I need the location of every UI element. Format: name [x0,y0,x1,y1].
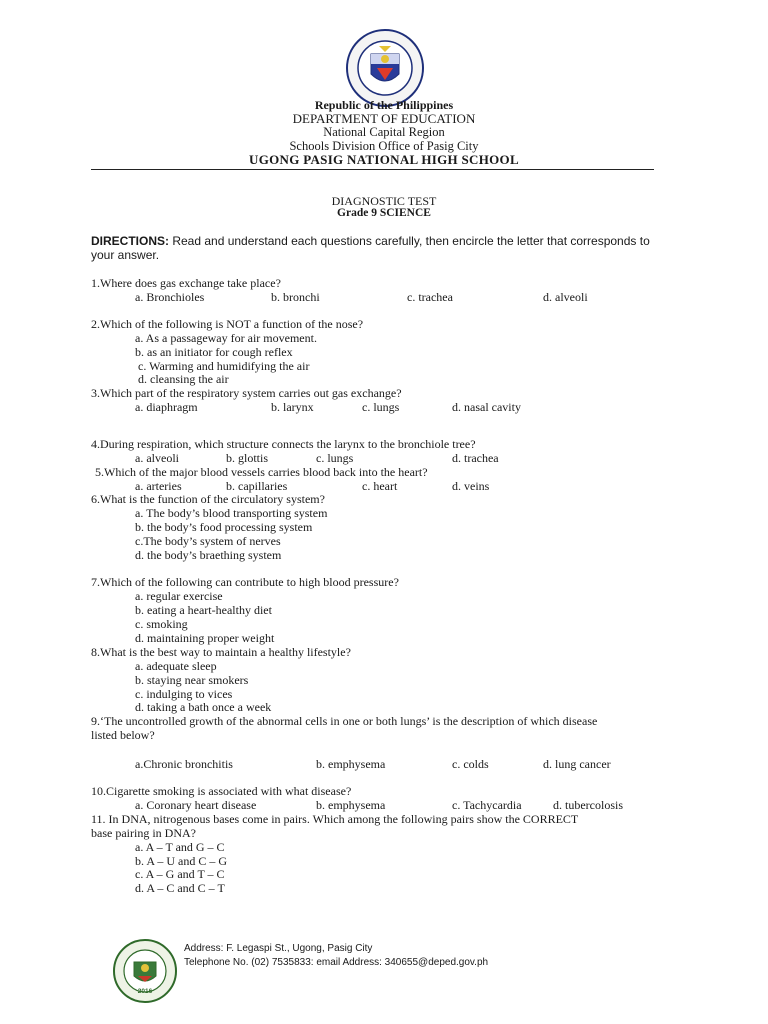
choice-3c[interactable]: c. lungs [362,400,400,414]
footer-address: Address: F. Legaspi St., Ugong, Pasig City [184,943,373,954]
choice-6c[interactable]: c.The body’s system of nerves [135,534,281,548]
header-republic: Republic of the Philippines [314,98,454,112]
question-11-line2: base pairing in DNA? [91,826,196,840]
choice-5b[interactable]: b. capillaries [226,479,288,493]
question-6: 6.What is the function of the circulatory system? [91,492,325,506]
question-9-line2: listed below? [91,728,155,742]
header-division: Schools Division Office of Pasig City [289,139,479,153]
choice-1a[interactable]: a. Bronchioles [135,290,205,304]
choice-2a[interactable]: a. As a passageway for air movement. [135,331,317,345]
choice-3b[interactable]: b. larynx [271,400,314,414]
choice-1b[interactable]: b. bronchi [271,290,320,304]
choice-5a[interactable]: a. arteries [135,479,182,493]
header-school-name: UGONG PASIG NATIONAL HIGH SCHOOL [249,152,519,167]
choice-3d[interactable]: d. nasal cavity [452,400,521,414]
header-divider [91,169,654,170]
school-seal-logo [112,938,178,1004]
choice-6a[interactable]: a. The body’s blood transporting system [135,506,328,520]
question-1: 1.Where does gas exchange take place? [91,276,281,290]
question-3: 3.Which part of the respiratory system carries out gas exchange? [91,386,402,400]
footer-contact: Telephone No. (02) 7535833: email Address: 340655@deped.gov.ph [184,957,489,968]
test-subtitle: Grade 9 SCIENCE [337,207,431,219]
choice-10a[interactable]: a. Coronary heart disease [135,798,257,812]
header-region: National Capital Region [323,125,445,139]
question-10: 10.Cigarette smoking is associated with what disease? [91,784,352,798]
directions-text-line2: your answer. [91,248,160,262]
choice-7c[interactable]: c. smoking [135,617,188,631]
school-seal-year: 2016 [137,988,153,995]
choice-10b[interactable]: b. emphysema [316,798,386,812]
question-2: 2.Which of the following is NOT a function of the nose? [91,317,364,331]
choice-7b[interactable]: b. eating a heart-healthy diet [135,603,272,617]
choice-8d[interactable]: d. taking a bath once a week [135,700,272,714]
question-11: 11. In DNA, nitrogenous bases come in pairs. Which among the following pairs show the CORRECT [91,812,579,826]
choice-11a[interactable]: a. A – T and G – C [135,840,225,854]
choice-3a[interactable]: a. diaphragm [135,400,198,414]
choice-7d[interactable]: d. maintaining proper weight [135,631,275,645]
choice-5d[interactable]: d. veins [452,479,490,493]
choice-9a[interactable]: a.Chronic bronchitis [135,757,233,771]
choice-2c[interactable]: c. Warming and humidifying the air [138,359,310,373]
choice-1d[interactable]: d. alveoli [543,290,588,304]
choice-11d[interactable]: d. A – C and C – T [135,881,225,895]
test-title: DIAGNOSTIC TEST [331,194,437,208]
choice-4d[interactable]: d. trachea [452,451,499,465]
choice-9c[interactable]: c. colds [452,757,489,771]
choice-6d[interactable]: d. the body’s braething system [135,548,282,562]
directions-text-line1: Read and understand each questions carefully, then encircle the letter that corresponds to [169,234,650,248]
deped-seal-logo [345,28,425,108]
choice-9d[interactable]: d. lung cancer [543,757,611,771]
header-department: DEPARTMENT OF EDUCATION [292,111,476,126]
question-9: 9.‘The uncontrolled growth of the abnormal cells in one or both lungs’ is the description of which disease [91,714,598,728]
choice-11b[interactable]: b. A – U and C – G [135,854,228,868]
choice-10d[interactable]: d. tubercolosis [553,798,623,812]
question-8: 8.What is the best way to maintain a healthy lifestyle? [91,645,351,659]
choice-11c[interactable]: c. A – G and T – C [135,867,225,881]
choice-2b[interactable]: b. as an initiator for cough reflex [135,345,293,359]
choice-2d[interactable]: d. cleansing the air [138,372,229,386]
choice-10c[interactable]: c. Tachycardia [452,798,522,812]
choice-8b[interactable]: b. staying near smokers [135,673,249,687]
choice-6b[interactable]: b. the body’s food processing system [135,520,313,534]
choice-4a[interactable]: a. alveoli [135,451,179,465]
choice-8a[interactable]: a. adequate sleep [135,659,217,673]
choice-5c[interactable]: c. heart [362,479,398,493]
directions [91,234,650,248]
choice-4b[interactable]: b. glottis [226,451,269,465]
choice-4c[interactable]: c. lungs [316,451,354,465]
question-5: 5.Which of the major blood vessels carries blood back into the heart? [95,465,428,479]
choice-1c[interactable]: c. trachea [407,290,453,304]
choice-8c[interactable]: c. indulging to vices [135,687,233,701]
choice-7a[interactable]: a. regular exercise [135,589,223,603]
question-4: 4.During respiration, which structure connects the larynx to the bronchiole tree? [91,437,476,451]
directions-label: DIRECTIONS: [91,234,169,248]
choice-9b[interactable]: b. emphysema [316,757,386,771]
question-7: 7.Which of the following can contribute to high blood pressure? [91,575,399,589]
